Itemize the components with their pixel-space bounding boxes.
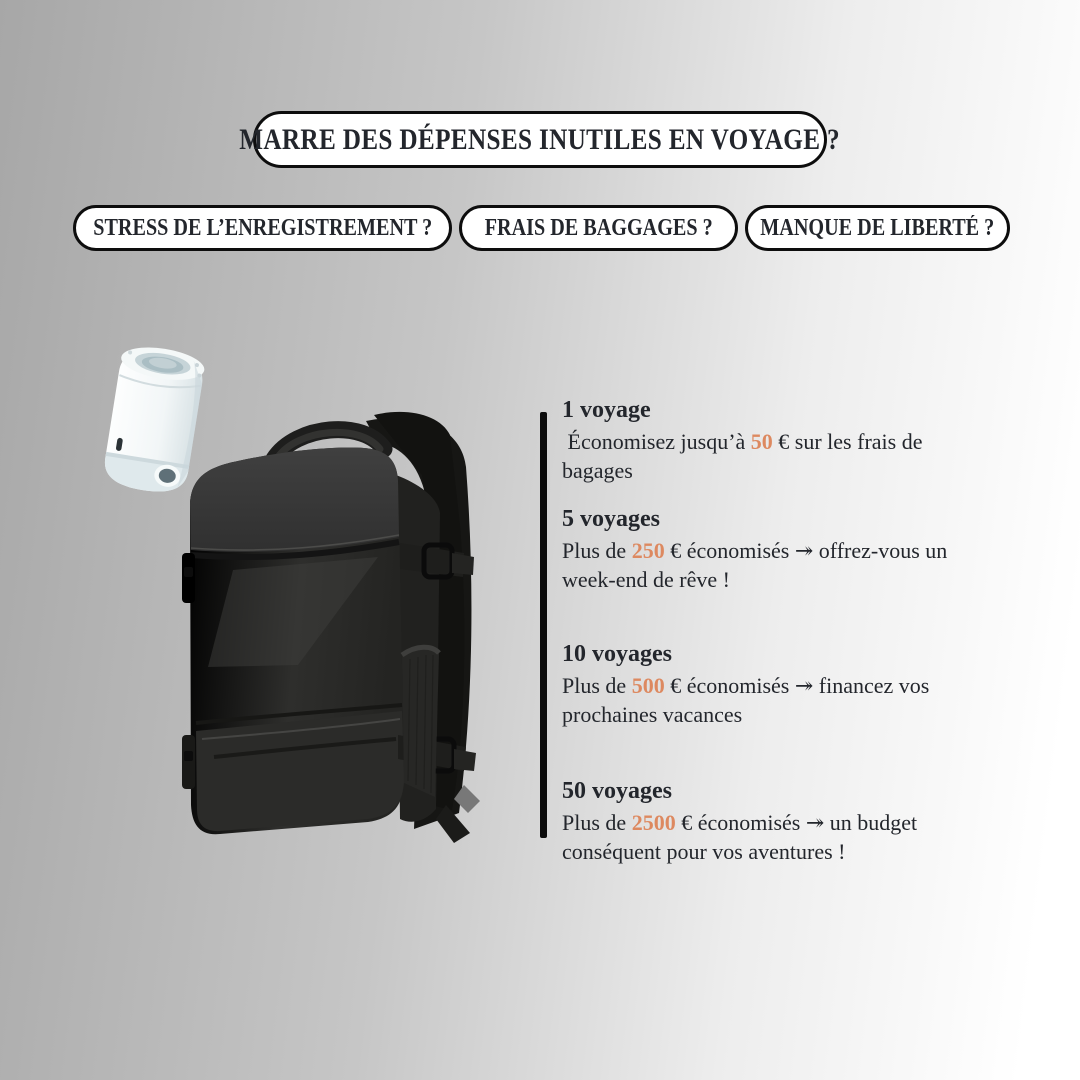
saving-block-5-voyages [562, 505, 988, 594]
saving-text: Plus de 250 € économisés ↠ offrez-vous un week-end de rêve ! [562, 538, 953, 592]
saving-block-1-voyage [562, 396, 988, 485]
saving-title: 1 voyage [562, 397, 651, 423]
saving-amount: 500 [631, 673, 665, 698]
saving-text: Économisez jusqu’à 50 € sur les frais de bagages [562, 429, 928, 483]
saving-title: 5 voyages [562, 506, 660, 532]
saving-title: 50 voyages [562, 778, 672, 804]
saving-amount: 250 [631, 538, 665, 563]
pain-point-pill-checkin [73, 205, 452, 251]
headline-text: MARRE DES DÉPENSES INUTILES EN VOYAGE ? [239, 122, 841, 156]
saving-amount: 50 [750, 429, 773, 454]
pain-point-pill-freedom [745, 205, 1010, 251]
savings-divider-bar [540, 412, 547, 838]
pain-point-label: STRESS DE L’ENREGISTREMENT ? [93, 214, 432, 241]
saving-block-50-voyages [562, 777, 988, 866]
saving-text: Plus de 500 € économisés ↠ financez vos prochaines vacances [562, 673, 935, 727]
saving-amount: 2500 [631, 810, 676, 835]
savings-list [562, 396, 988, 886]
headline-pill [239, 111, 841, 168]
saving-block-10-voyages [562, 640, 988, 729]
pain-point-label: FRAIS DE BAGGAGES ? [484, 214, 713, 241]
pain-point-pill-baggage-fees [459, 205, 738, 251]
pain-point-label: MANQUE DE LIBERTÉ ? [760, 214, 995, 241]
saving-text: Plus de 2500 € économisés ↠ un budget conséquent pour vos aventures ! [562, 810, 923, 864]
backpack-image [178, 405, 513, 853]
saving-title: 10 voyages [562, 641, 672, 667]
